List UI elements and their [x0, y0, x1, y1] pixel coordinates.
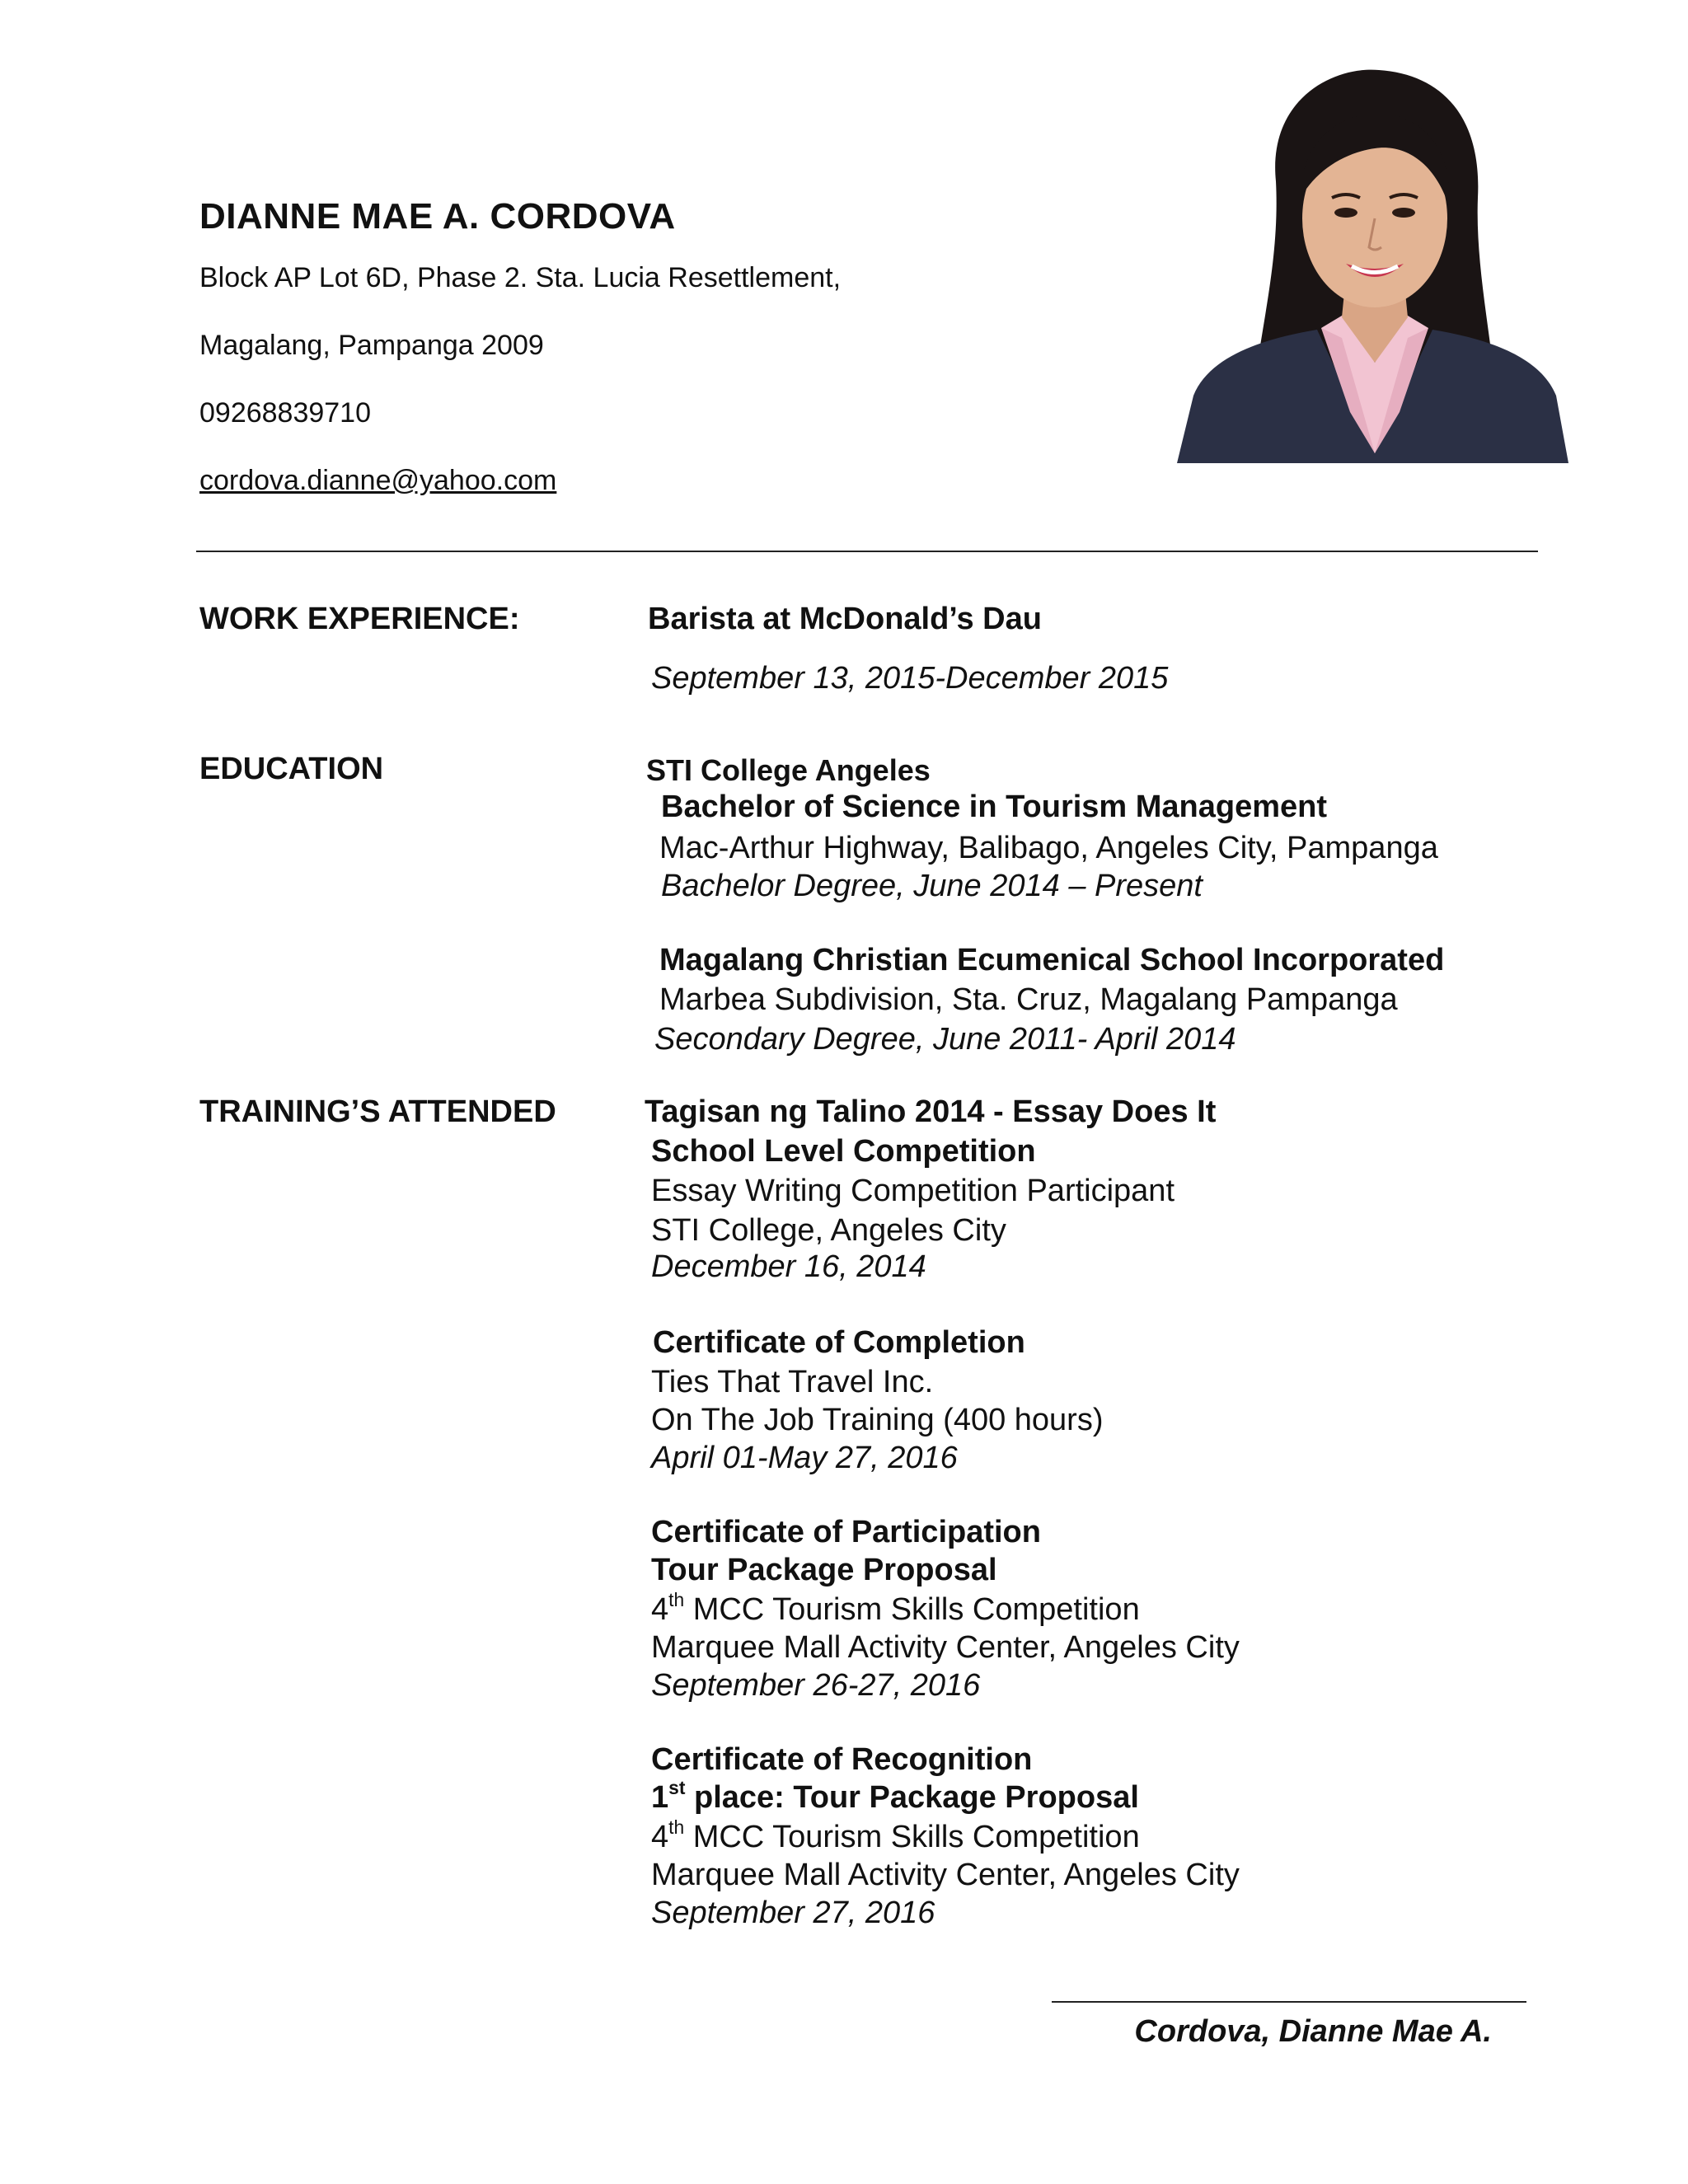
- applicant-name: DIANNE MAE A. CORDOVA: [199, 196, 676, 237]
- training-1-title: Tagisan ng Talino 2014 - Essay Does It: [645, 1094, 1217, 1129]
- training-heading: TRAINING’S ATTENDED: [199, 1094, 556, 1129]
- work-dates: September 13, 2015-December 2015: [651, 661, 1169, 696]
- phone-number: 09268839710: [199, 397, 372, 429]
- training-3-event-number: 4: [651, 1592, 669, 1627]
- email-link[interactable]: cordova.dianne@yahoo.com: [199, 465, 557, 496]
- training-4-event-number: 4: [651, 1820, 669, 1854]
- training-4-event-ordinal: th: [668, 1816, 685, 1839]
- training-2-org: Ties That Travel Inc.: [651, 1365, 934, 1399]
- work-title: Barista at McDonald’s Dau: [648, 602, 1042, 636]
- signature-line: [1052, 2001, 1526, 2003]
- address-line-2: Magalang, Pampanga 2009: [199, 330, 544, 361]
- training-4-place: Marquee Mall Activity Center, Angeles City: [651, 1858, 1240, 1892]
- training-4-date: September 27, 2016: [651, 1896, 935, 1930]
- profile-photo: [1177, 66, 1568, 463]
- training-4-award: [651, 1777, 1139, 1816]
- training-2-detail: On The Job Training (400 hours): [651, 1403, 1104, 1437]
- training-3-date: September 26-27, 2016: [651, 1668, 981, 1703]
- school-1-degree: Bachelor of Science in Tourism Management: [661, 790, 1328, 824]
- school-1-period: Bachelor Degree, June 2014 – Present: [661, 869, 1203, 903]
- training-4-event-rest: MCC Tourism Skills Competition: [684, 1820, 1140, 1854]
- training-4-award-rest: place: Tour Package Proposal: [685, 1780, 1139, 1815]
- training-1-place: STI College, Angeles City: [651, 1213, 1006, 1248]
- school-2-period: Secondary Degree, June 2011- April 2014: [654, 1022, 1236, 1057]
- school-1-name: STI College Angeles: [646, 753, 931, 787]
- address-line-1: Block AP Lot 6D, Phase 2. Sta. Lucia Resettlement,: [199, 262, 842, 293]
- training-4-title: Certificate of Recognition: [651, 1742, 1033, 1777]
- header-divider: [196, 551, 1538, 552]
- training-3-title: Certificate of Participation: [651, 1515, 1041, 1549]
- school-1-address: Mac-Arthur Highway, Balibago, Angeles City, Pampanga: [659, 831, 1438, 865]
- school-2-name: Magalang Christian Ecumenical School Incorporated: [659, 943, 1445, 977]
- training-4-event: [651, 1816, 1140, 1855]
- training-3-event-rest: MCC Tourism Skills Competition: [684, 1592, 1140, 1627]
- training-3-event: [651, 1589, 1140, 1628]
- training-3-event-ordinal: th: [668, 1589, 685, 1611]
- work-experience-heading: WORK EXPERIENCE:: [199, 602, 520, 636]
- training-1-subtitle: School Level Competition: [651, 1134, 1036, 1169]
- training-3-subtitle: Tour Package Proposal: [651, 1553, 997, 1587]
- training-4-award-number: 1: [651, 1780, 669, 1815]
- signature-name: Cordova, Dianne Mae A.: [1134, 2014, 1492, 2049]
- training-1-role: Essay Writing Competition Participant: [651, 1174, 1175, 1208]
- training-2-title: Certificate of Completion: [653, 1325, 1025, 1360]
- training-3-place: Marquee Mall Activity Center, Angeles City: [651, 1630, 1240, 1665]
- school-2-address: Marbea Subdivision, Sta. Cruz, Magalang Pampanga: [659, 982, 1398, 1017]
- training-2-date: April 01-May 27, 2016: [651, 1441, 958, 1475]
- training-4-award-ordinal: st: [668, 1777, 686, 1799]
- education-heading: EDUCATION: [199, 752, 384, 786]
- training-1-date: December 16, 2014: [651, 1249, 926, 1284]
